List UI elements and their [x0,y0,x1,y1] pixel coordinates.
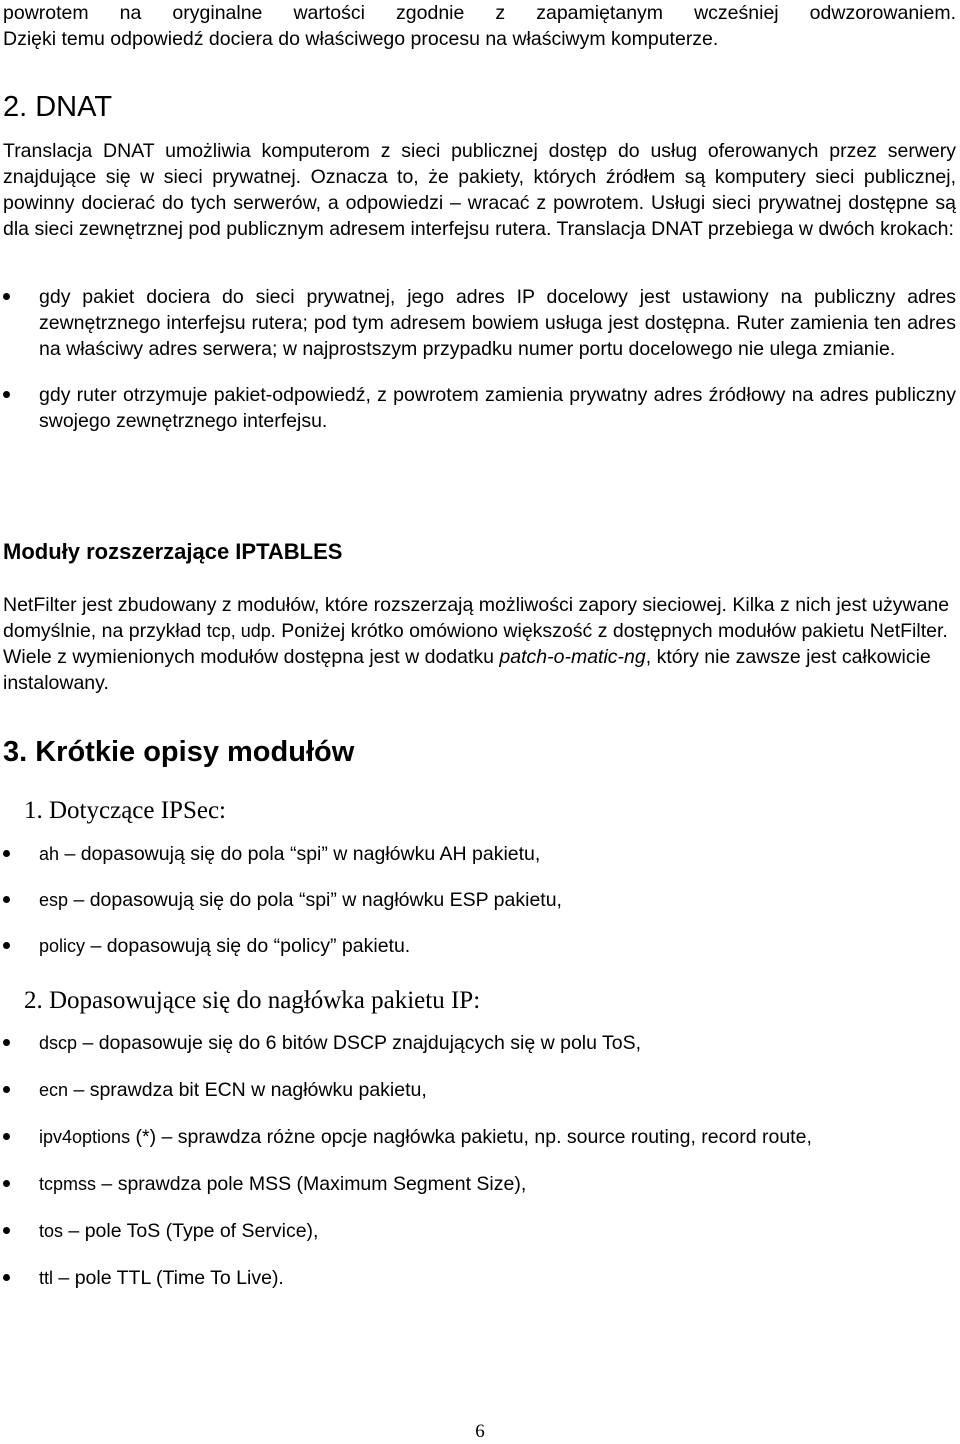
list-item [0,284,956,362]
ip-header-module-list [0,1030,956,1291]
module-name: policy [39,936,86,956]
short-descriptions-heading: 3. Krótkie opisy modułów [3,736,355,768]
module-description: – sprawdza bit ECN w nagłówku pakietu, [68,1079,427,1101]
module-name: dscp [39,1033,78,1053]
module-description: – sprawdza pole MSS (Maximum Segment Size), [96,1173,527,1195]
module-name: tcpmss [39,1174,97,1194]
subsection-ip-header-heading: 2. Dopasowujące się do nagłówka pakietu IP: [24,987,481,1014]
bullet-icon [3,1274,10,1281]
bullet-icon [3,942,10,949]
bullet-icon [3,1227,10,1234]
modules-paragraph-block [3,592,956,696]
bullet-icon [3,1039,10,1046]
bullet-icon [3,850,10,857]
module-name: ah [39,844,60,864]
module-description: – pole ToS (Type of Service), [63,1220,319,1242]
module-description: – dopasowują się do “policy” pakietu. [85,935,411,957]
module-description: – dopasowują się do pola “spi” w nagłówku ESP pakietu, [68,889,562,911]
module-description: – dopasowują się do pola “spi” w nagłówku AH pakietu, [59,843,541,865]
bullet-icon [3,1133,10,1140]
dnat-paragraph-block [3,138,956,242]
list-item [0,887,956,913]
bullet-text: gdy pakiet dociera do sieci prywatnej, jego adres IP docelowy jest ustawiony na publiczny adres zewnętrznego interfejsu rutera; pod tym adresem bowiem usługa jest dostępna. Ruter zamienia ten adres na właściwy adres serwera; w najprostszym przypadku numer portu docelowego nie ulega zmianie. [39,286,956,360]
bullet-icon [3,896,10,903]
list-item [0,933,956,959]
module-description: (*) – sprawdza różne opcje nagłówka pakietu, np. source routing, record route, [130,1126,812,1148]
modules-text-2: Poniżej krótko omówiono większość z dostępnych modułów pakietu NetFilter. Wiele z wymienionych modułów dostępna jest w dodatku [3,620,948,668]
list-item [0,1171,956,1197]
list-item [0,1124,956,1150]
list-item [0,1265,956,1291]
ipsec-module-list [0,841,956,959]
list-item [0,841,956,867]
subsection-ipsec-heading: 1. Dotyczące IPSec: [24,797,227,824]
modules-code: tcp, udp. [206,621,276,641]
modules-text-3: , który nie zawsze jest całkowicie instalowany. [3,646,931,694]
dnat-bullet-list [0,284,956,434]
intro-paragraph [3,0,956,52]
list-item [0,1030,956,1056]
bullet-icon [3,1180,10,1187]
modules-emphasis: patch-o-matic-ng [499,646,646,668]
dnat-heading: 2. DNAT [3,91,113,123]
module-name: ipv4options [39,1127,131,1147]
bullet-icon [3,293,10,300]
list-item [0,382,956,434]
intro-line-1: powrotem na oryginalne wartości zgodnie z zapamiętanym wcześniej odwzorowaniem. [3,2,956,24]
module-name: ttl [39,1268,54,1288]
list-item [0,1218,956,1244]
intro-line-2: Dzięki temu odpowiedź dociera do właściwego procesu na właściwym komputerze. [3,28,719,50]
page-number: 6 [475,1421,485,1442]
module-description: – dopasowuje się do 6 bitów DSCP znajdujących się w polu ToS, [77,1032,642,1054]
modules-text-1: NetFilter jest zbudowany z modułów, które rozszerzają możliwości zapory sieciowej. Kilka z nich jest używane domyślnie, na przykład [3,594,950,642]
bullet-icon [3,1086,10,1093]
modules-heading: Moduły rozszerzające IPTABLES [3,539,343,564]
modules-paragraph [3,592,956,696]
module-description: – pole TTL (Time To Live). [53,1267,284,1289]
module-name: esp [39,890,69,910]
dnat-paragraph: Translacja DNAT umożliwia komputerom z sieci publicznej dostęp do usług oferowanych przez serwery znajdujące się w sieci prywatnej. Oznacza to, że pakiety, których źródłem są komputery sieci publicznej, powinny docierać do tych serwerów, a odpowiedzi – wracać z powrotem. Usługi sieci prywatnej dostępne są dla sieci zewnętrznej pod publicznym adresem interfejsu rutera. Translacja DNAT przebiega w dwóch krokach: [3,140,956,240]
module-name: tos [39,1221,64,1241]
module-name: ecn [39,1080,69,1100]
bullet-icon [3,391,10,398]
bullet-text: gdy ruter otrzymuje pakiet-odpowiedź, z powrotem zamienia prywatny adres źródłowy na adres publiczny swojego zewnętrznego interfejsu. [39,384,956,432]
list-item [0,1077,956,1103]
